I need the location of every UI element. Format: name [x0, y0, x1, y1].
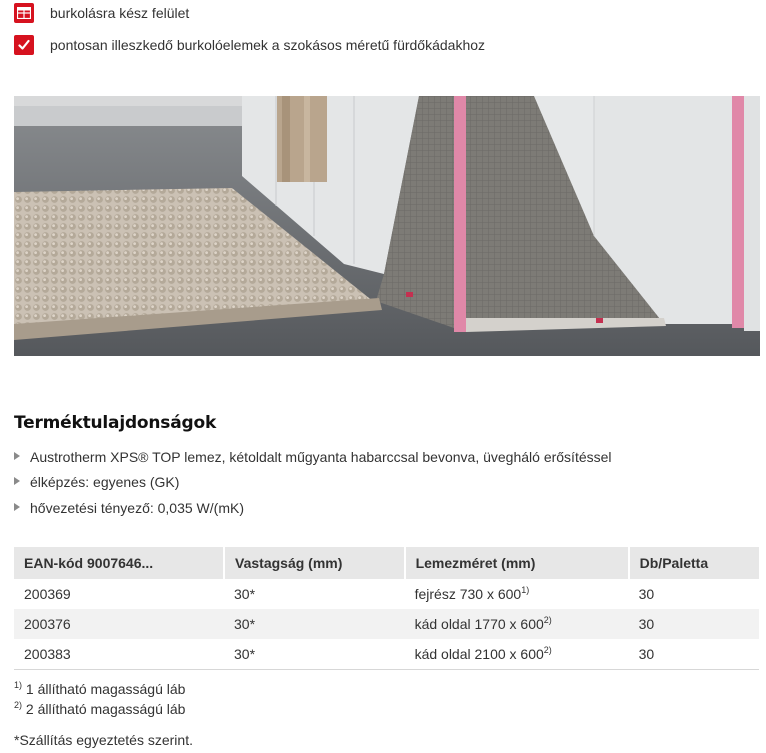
table-cell: 30	[638, 586, 655, 602]
feature-item	[14, 3, 189, 23]
tile-icon	[14, 3, 34, 23]
table-cell	[405, 579, 629, 609]
table-cell: 30	[629, 609, 759, 639]
table-cell	[405, 639, 629, 670]
list-item	[14, 495, 612, 521]
shipping-note: *Szállítás egyeztetés szerint.	[14, 732, 193, 748]
property-text: Austrotherm XPS® TOP lemez, kétoldalt műgyanta habarccsal bevonva, üvegháló erősítéssel	[30, 448, 612, 465]
section-title: Terméktulajdonságok	[14, 413, 217, 433]
bullet-arrow-icon	[14, 477, 20, 485]
table-header-row	[14, 547, 759, 579]
size-value: kád oldal 1770 x 600	[414, 616, 544, 632]
footnote	[14, 681, 185, 697]
bullet-arrow-icon	[14, 503, 20, 511]
feature-text: burkolásra kész felület	[50, 5, 190, 21]
footnote-mark: 1)	[14, 680, 23, 690]
product-photo	[14, 96, 760, 356]
footnote-text: 1 állítható magasságú láb	[22, 681, 186, 697]
table-cell	[405, 609, 629, 639]
table-cell: 200369	[24, 586, 71, 602]
footnote-mark: 2)	[543, 645, 552, 655]
column-header: Db/Paletta	[629, 547, 759, 579]
table-row	[14, 609, 759, 639]
column-header: Vastagság (mm)	[224, 547, 405, 579]
footnote-mark: 2)	[543, 615, 552, 625]
property-text: élképzés: egyenes (GK)	[30, 474, 180, 491]
table-cell: 30*	[224, 639, 405, 670]
footnote-text: 2 állítható magasságú láb	[22, 701, 186, 717]
list-item	[14, 444, 612, 470]
size-value: fejrész 730 x 600	[414, 586, 522, 602]
check-icon	[14, 35, 34, 55]
bullet-arrow-icon	[14, 452, 20, 460]
list-item	[14, 470, 612, 496]
column-header: EAN-kód 9007646...	[14, 547, 224, 579]
size-value: kád oldal 2100 x 600	[414, 646, 544, 662]
table-cell: 30*	[234, 586, 256, 602]
footnote-mark: 1)	[521, 585, 530, 595]
table-row	[14, 579, 759, 609]
property-list	[14, 444, 612, 521]
table-cell: 200376	[14, 609, 224, 639]
feature-text: pontosan illeszkedő burkolóelemek a szokásos méretű fürdőkádakhoz	[50, 37, 486, 53]
table-cell: 200383	[14, 639, 224, 670]
spec-table	[14, 547, 759, 670]
column-header: Lemezméret (mm)	[405, 547, 629, 579]
property-text: hővezetési tényező: 0,035 W/(mK)	[30, 499, 244, 516]
table-row	[14, 639, 759, 670]
feature-item	[14, 35, 485, 55]
footnote	[14, 701, 185, 717]
table-cell: 30*	[224, 609, 405, 639]
table-cell: 30	[629, 639, 759, 670]
footnote-mark: 2)	[14, 700, 23, 710]
